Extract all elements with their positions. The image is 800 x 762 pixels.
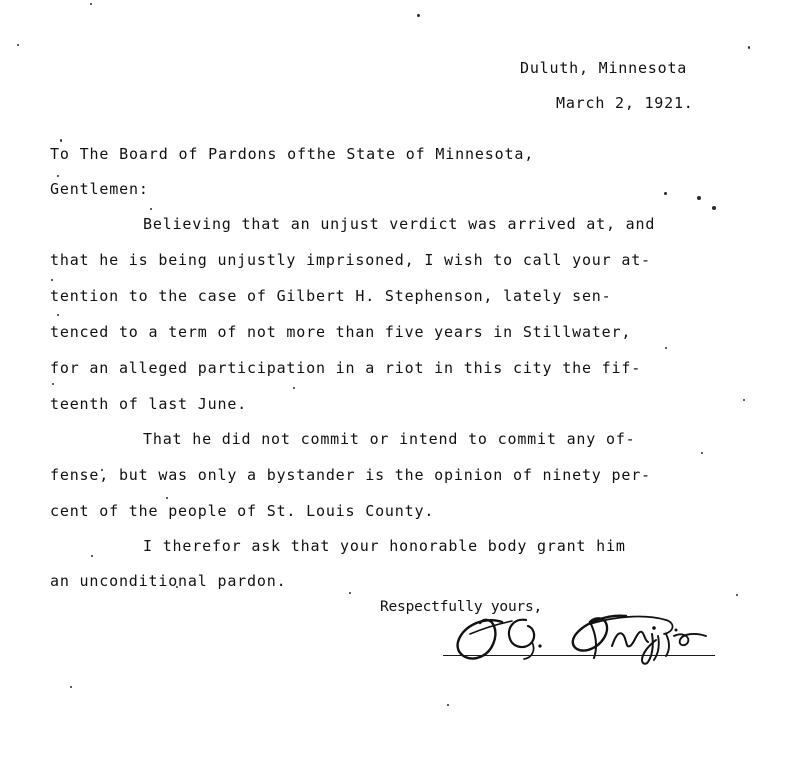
body-line: fense, but was only a bystander is the opinion of ninety per-: [50, 466, 651, 484]
scan-speckle: [60, 139, 62, 142]
body-line: cent of the people of St. Louis County.: [50, 502, 435, 520]
body-line: an unconditional pardon.: [50, 572, 287, 590]
body-line: that he is being unjustly imprisoned, I wish to call your at-: [50, 251, 651, 269]
scan-speckle: [664, 192, 667, 195]
scan-speckle: [52, 383, 54, 385]
body-line: tenced to a term of not more than five years in Stillwater,: [50, 323, 632, 341]
scan-speckle: [57, 314, 59, 316]
scan-speckle: [70, 686, 72, 688]
body-line: That he did not commit or intend to commit any of-: [143, 430, 636, 448]
signature-rule: [443, 655, 715, 656]
body-line: for an alleged participation in a riot in this city the fif-: [50, 359, 642, 377]
signature: [440, 612, 730, 664]
scan-speckle: [712, 206, 716, 210]
scan-speckle: [417, 14, 420, 17]
letter-closing: Respectfully yours,: [380, 599, 543, 615]
scan-speckle: [166, 497, 168, 499]
body-line: teenth of last June.: [50, 395, 248, 413]
scan-speckle: [57, 175, 59, 177]
scan-speckle: [665, 347, 667, 349]
body-line: Believing that an unjust verdict was arrived at, and: [143, 215, 656, 233]
scan-speckle: [91, 555, 93, 557]
letter-salutation: Gentlemen:: [50, 180, 149, 198]
scan-speckle: [349, 592, 351, 594]
body-line: tention to the case of Gilbert H. Stephenson, lately sen-: [50, 287, 612, 305]
scan-speckle: [736, 594, 738, 596]
scan-speckle: [701, 452, 703, 454]
scan-speckle: [748, 46, 750, 49]
scan-speckle: [51, 279, 53, 281]
letter-addressee: To The Board of Pardons ofthe State of Minnesota,: [50, 145, 535, 163]
scan-speckle: [90, 3, 92, 5]
scan-speckle: [697, 196, 701, 200]
scan-speckle: [150, 208, 152, 210]
scan-speckle: [17, 44, 19, 46]
body-line: I therefor ask that your honorable body grant him: [143, 537, 626, 555]
letter-place-line: Duluth, Minnesota: [520, 59, 688, 77]
scan-speckle: [743, 399, 745, 401]
scan-speckle: [447, 704, 449, 706]
scan-speckle: [293, 387, 295, 389]
letter-date-line: March 2, 1921.: [556, 94, 694, 112]
